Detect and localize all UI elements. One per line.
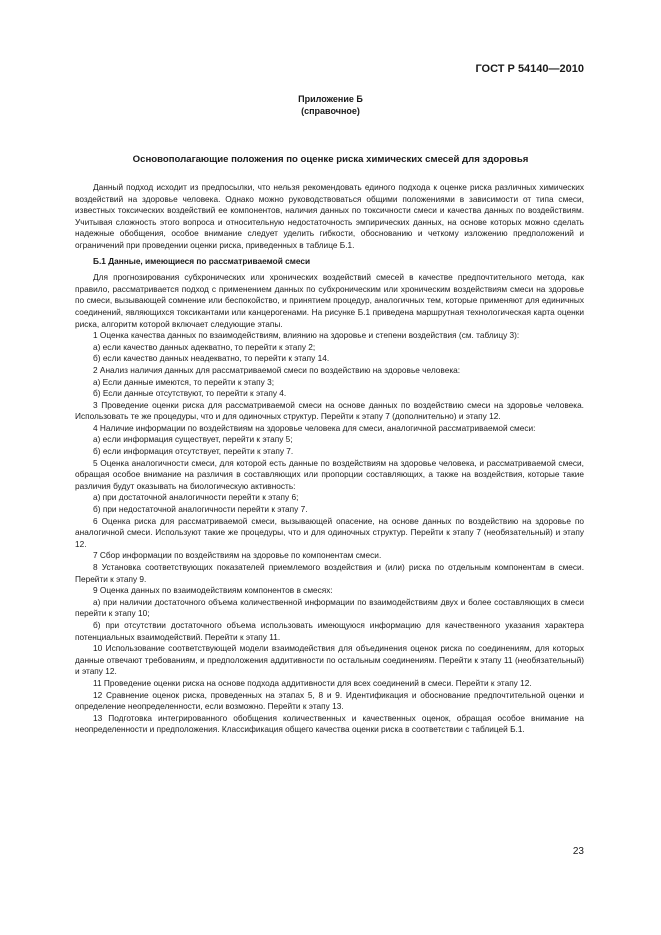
paragraph: 10 Использование соответствующей модели взаимодействия для объединения оценок риска по соединениям, для которых данные отвечают требованиям, и предположения аддитивности по остальным соединениям. Перейти к этапу 11 (необязательный) и этапу 12. bbox=[75, 643, 584, 677]
paragraph: 8 Установка соответствующих показателей приемлемого воздействия и (или) риска по отдельным компонентам в смеси. Перейти к этапу 9. bbox=[75, 562, 584, 584]
document-title: Основополагающие положения по оценке риска химических смесей для здоровья bbox=[132, 154, 529, 165]
paragraph: б) Если данные отсутствуют, то перейти к этапу 4. bbox=[93, 388, 287, 399]
section-heading: Б.1 Данные, имеющиеся по рассматриваемой смеси bbox=[93, 255, 311, 266]
document-body bbox=[75, 182, 584, 736]
paragraph: а) при достаточной аналогичности перейти к этапу 6; bbox=[93, 492, 299, 503]
paragraph: 2 Анализ наличия данных для рассматриваемой смеси по воздействию на здоровье человека: bbox=[93, 364, 461, 375]
paragraph: б) если информация отсутствует, перейти к этапу 7. bbox=[93, 446, 294, 457]
appendix-heading bbox=[0, 93, 661, 117]
appendix-title: Приложение Б bbox=[298, 94, 363, 104]
paragraph: б) при недостаточной аналогичности перейти к этапу 7. bbox=[93, 504, 308, 515]
paragraph: 9 Оценка данных по взаимодействиям компонентов в смесях: bbox=[93, 585, 333, 596]
paragraph: б) если качество данных неадекватно, то перейти к этапу 14. bbox=[93, 353, 330, 364]
paragraph: а) Если данные имеются, то перейти к этапу 3; bbox=[93, 376, 275, 387]
paragraph: 6 Оценка риска для рассматриваемой смеси, вызывающей опасение, на основе данных по воздействию на здоровье по аналогичной смеси. Используют такие же процедуры, что и для одиночных структур. Перейти к этапу 7 (необязательный) и этапу 12. bbox=[75, 515, 584, 549]
paragraph: 13 Подготовка интегрированного обобщения количественных и качественных оценок, обращая особое внимание на неопределенности и предположения. Классификация общего качества оценки риска в соответствии с таблицей Б.1. bbox=[75, 712, 584, 735]
paragraph: 4 Наличие информации по воздействиям на здоровье человека для смеси, аналогичной рассматриваемой смеси: bbox=[93, 422, 536, 433]
page-number: 23 bbox=[572, 846, 584, 857]
paragraph: а) при наличии достаточного объема количественной информации по взаимодействиям двух и более составляющих в смеси перейти к этапу 10; bbox=[75, 596, 584, 619]
paragraph: а) если качество данных адекватно, то перейти к этапу 2; bbox=[93, 341, 316, 352]
paragraph: 5 Оценка аналогичности смеси, для которой есть данные по воздействиям на здоровье человека, и рассматриваемой смеси, обращая особое внимание на различия в составляющих или пропорции составляющих, а также на воздействия, которые такие различия будут оказывать на биологическую активность: bbox=[75, 457, 584, 491]
paragraph: 7 Сбор информации по воздействиям на здоровье по компонентам смеси. bbox=[93, 550, 382, 561]
paragraph: 12 Сравнение оценок риска, проведенных на этапах 5, 8 и 9. Идентификация и обоснование предпочтительной оценки и определение неопределенности, если возможно. Перейти к этапу 13. bbox=[75, 689, 584, 712]
paragraph: Для прогнозирования субхронических или хронических воздействий смесей в качестве предпочтительного метода, как правило, рассматривается подход с применением данных по субхроническим или хроническим воздействиям смеси на здоровье по смеси, вызывающей сомнение или беспокойство, и принятием процедур, аналогичных тем, которые применяют для единичных соединений, являющихся токсикантами или канцерогенами. На рисунке Б.1 приведена маршрутная технологическая карта оценки риска, алгоритм которой включает следующие этапы. bbox=[75, 272, 584, 329]
paragraph: б) при отсутствии достаточного объема использовать имеющуюся информацию для качественного указания характера потенциальных взаимодействий. Перейти к этапу 11. bbox=[75, 619, 584, 642]
appendix-subtitle: (справочное) bbox=[301, 106, 360, 116]
paragraph: 3 Проведение оценки риска для рассматриваемой смеси на основе данных по воздействию смеси на здоровье человека. Использовать те же процедуры, что и для одиночных структур. Перейти к этапу 7 (дополнительно) и этапу 12. bbox=[75, 399, 584, 422]
paragraph: а) если информация существует, перейти к этапу 5; bbox=[93, 434, 293, 445]
paragraph: 1 Оценка качества данных по взаимодействиям, влиянию на здоровье и степени воздействия (см. таблицу 3): bbox=[93, 330, 520, 341]
paragraph: Данный подход исходит из предпосылки, что нельзя рекомендовать единого подхода к оценке риска различных химических воздействий на здоровье человека. Однако можно руководствоваться общими положениями в зависимости от типа смеси, известных токсических воздействий ее компонентов, наличия данных по токсичности смеси и качества данных по воздействиям. Учитывая сложность этого вопроса и относительную недостаточность эмпирических данных, на основе которых можно сделать надежные обобщения, особое внимание следует уделить гибкости, обоснованию и четкому изложению предположений и ограничений при проведении оценки риска, приведенных в таблице Б.1. bbox=[75, 182, 584, 250]
paragraph: 11 Проведение оценки риска на основе подхода аддитивности для всех соединений в смеси. Перейти к этапу 12. bbox=[93, 677, 532, 688]
standard-number: ГОСТ Р 54140—2010 bbox=[475, 63, 584, 75]
